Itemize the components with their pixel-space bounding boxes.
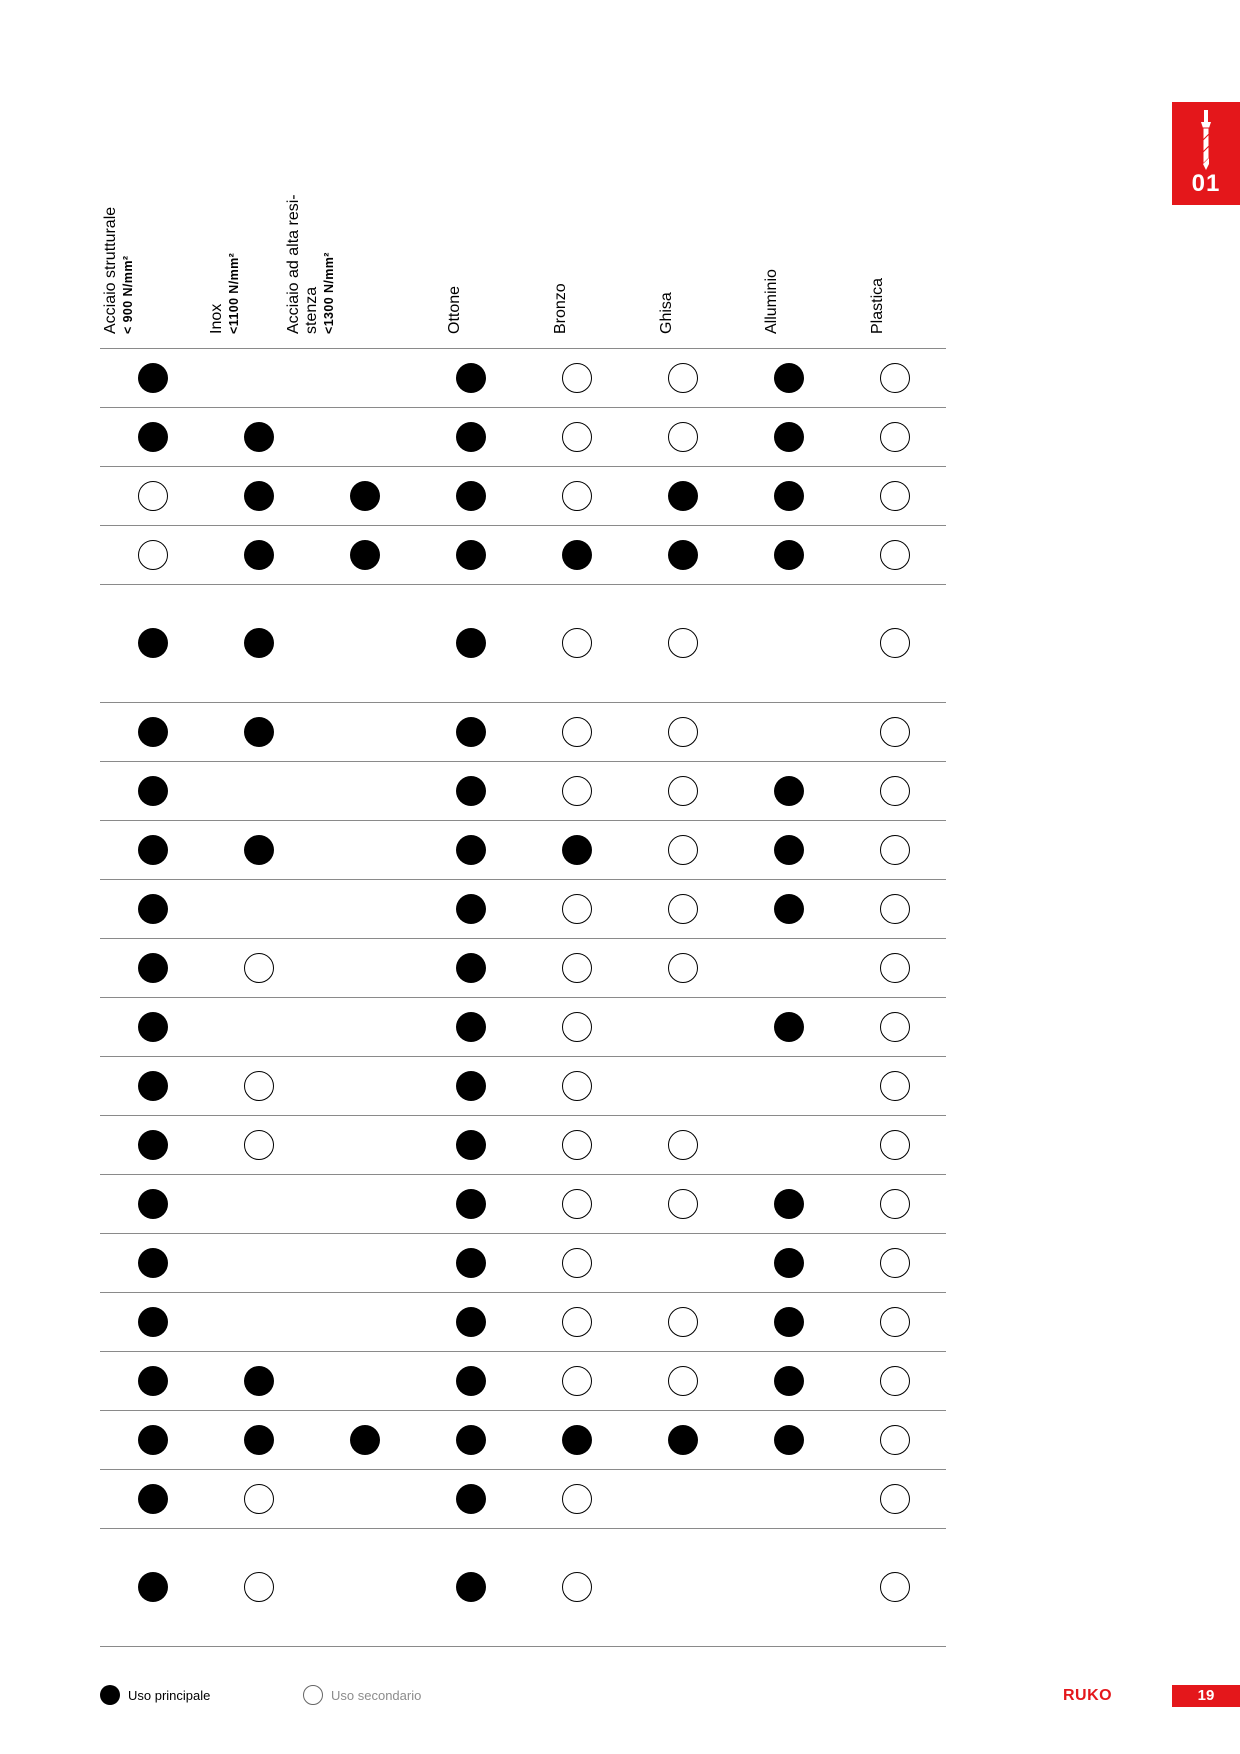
secondary-use-dot xyxy=(880,953,910,983)
row-divider xyxy=(100,1410,946,1411)
secondary-use-dot xyxy=(880,1484,910,1514)
secondary-use-dot xyxy=(668,628,698,658)
column-header-label: Bronzo xyxy=(552,283,569,334)
legend-primary-label: Uso principale xyxy=(128,1687,211,1703)
secondary-use-dot xyxy=(562,628,592,658)
secondary-use-dot xyxy=(562,776,592,806)
primary-use-dot xyxy=(244,628,274,658)
secondary-use-dot xyxy=(668,1130,698,1160)
secondary-use-dot xyxy=(668,1366,698,1396)
row-divider xyxy=(100,407,946,408)
column-header-label: Ottone xyxy=(446,285,463,334)
secondary-use-dot xyxy=(244,1130,274,1160)
primary-use-dot xyxy=(138,1307,168,1337)
primary-use-dot xyxy=(774,481,804,511)
column-header-label: Ghisa xyxy=(658,292,675,334)
primary-use-dot xyxy=(456,363,486,393)
primary-use-dot xyxy=(774,422,804,452)
secondary-use-dot xyxy=(880,363,910,393)
primary-use-dot xyxy=(244,481,274,511)
primary-use-dot xyxy=(138,628,168,658)
secondary-use-dot xyxy=(668,717,698,747)
secondary-use-dot xyxy=(562,363,592,393)
secondary-use-dot xyxy=(880,776,910,806)
primary-use-dot xyxy=(456,717,486,747)
row-divider xyxy=(100,1528,946,1529)
secondary-use-dot xyxy=(668,835,698,865)
secondary-use-dot xyxy=(244,1572,274,1602)
primary-use-dot xyxy=(244,540,274,570)
secondary-use-dot xyxy=(880,1307,910,1337)
secondary-use-dot xyxy=(668,1307,698,1337)
legend-secondary-label: Uso secondario xyxy=(331,1687,422,1703)
row-divider xyxy=(100,938,946,939)
primary-use-dot xyxy=(138,1425,168,1455)
primary-use-dot xyxy=(456,894,486,924)
secondary-use-dot xyxy=(880,717,910,747)
secondary-use-dot xyxy=(562,1130,592,1160)
primary-use-dot xyxy=(668,540,698,570)
secondary-use-dot xyxy=(880,1248,910,1278)
primary-use-dot xyxy=(456,953,486,983)
primary-use-dot xyxy=(456,1484,486,1514)
row-divider xyxy=(100,1233,946,1234)
secondary-use-dot xyxy=(138,540,168,570)
primary-use-dot xyxy=(774,540,804,570)
secondary-use-dot xyxy=(668,894,698,924)
row-divider xyxy=(100,1351,946,1352)
primary-use-dot xyxy=(774,1012,804,1042)
primary-use-dot xyxy=(668,1425,698,1455)
column-header-label: Inox xyxy=(208,303,225,334)
primary-use-dot xyxy=(244,1425,274,1455)
secondary-use-dot xyxy=(244,953,274,983)
column-header-sub: <1300 N/mm² xyxy=(322,252,336,334)
primary-use-dot xyxy=(456,776,486,806)
primary-use-dot xyxy=(138,1366,168,1396)
secondary-use-dot xyxy=(562,717,592,747)
drill-bit-icon xyxy=(1194,108,1218,172)
primary-use-dot xyxy=(774,1248,804,1278)
secondary-use-dot xyxy=(562,1307,592,1337)
primary-use-dot xyxy=(244,717,274,747)
secondary-use-dot xyxy=(562,1248,592,1278)
secondary-use-dot xyxy=(880,1425,910,1455)
column-header-label: Alluminio xyxy=(763,269,780,334)
row-divider xyxy=(100,1469,946,1470)
primary-use-dot xyxy=(774,1425,804,1455)
row-divider xyxy=(100,466,946,467)
primary-use-dot xyxy=(774,363,804,393)
primary-use-dot xyxy=(244,1366,274,1396)
primary-use-dot xyxy=(350,481,380,511)
row-divider xyxy=(100,1646,946,1647)
primary-use-dot xyxy=(562,1425,592,1455)
secondary-use-dot xyxy=(880,1366,910,1396)
column-header-label: Acciaio strutturale xyxy=(102,206,119,334)
primary-use-dot xyxy=(138,1484,168,1514)
primary-use-dot xyxy=(138,1012,168,1042)
row-divider xyxy=(100,1174,946,1175)
legend-secondary xyxy=(303,1683,421,1707)
secondary-use-dot xyxy=(244,1484,274,1514)
column-header-sub: <1100 N/mm² xyxy=(227,252,241,334)
secondary-use-dot xyxy=(562,1366,592,1396)
column-header-label: Acciaio ad alta resi- xyxy=(285,194,302,334)
primary-use-dot xyxy=(668,481,698,511)
row-divider xyxy=(100,761,946,762)
row-divider xyxy=(100,1115,946,1116)
primary-use-dot xyxy=(456,1307,486,1337)
primary-use-dot xyxy=(138,1572,168,1602)
filled-circle-icon xyxy=(100,1685,120,1705)
primary-use-dot xyxy=(350,1425,380,1455)
secondary-use-dot xyxy=(562,1071,592,1101)
primary-use-dot xyxy=(456,422,486,452)
legend-primary xyxy=(100,1683,210,1707)
row-divider xyxy=(100,702,946,703)
secondary-use-dot xyxy=(562,481,592,511)
page-number: 19 xyxy=(1172,1685,1240,1707)
primary-use-dot xyxy=(456,1012,486,1042)
secondary-use-dot xyxy=(880,835,910,865)
primary-use-dot xyxy=(774,1366,804,1396)
brand-logo: RUKO xyxy=(1063,1687,1113,1704)
primary-use-dot xyxy=(456,1189,486,1219)
secondary-use-dot xyxy=(668,363,698,393)
section-number: 01 xyxy=(1191,170,1221,197)
primary-use-dot xyxy=(138,1248,168,1278)
secondary-use-dot xyxy=(668,422,698,452)
primary-use-dot xyxy=(456,1425,486,1455)
empty-circle-icon xyxy=(303,1685,323,1705)
column-header-label: Plastica xyxy=(869,277,886,334)
primary-use-dot xyxy=(774,835,804,865)
primary-use-dot xyxy=(138,717,168,747)
primary-use-dot xyxy=(138,1189,168,1219)
primary-use-dot xyxy=(774,1189,804,1219)
primary-use-dot xyxy=(456,835,486,865)
primary-use-dot xyxy=(456,1366,486,1396)
column-header-sub: < 900 N/mm² xyxy=(121,255,135,334)
secondary-use-dot xyxy=(880,481,910,511)
row-divider xyxy=(100,1292,946,1293)
primary-use-dot xyxy=(244,422,274,452)
secondary-use-dot xyxy=(880,894,910,924)
secondary-use-dot xyxy=(880,1071,910,1101)
primary-use-dot xyxy=(774,894,804,924)
secondary-use-dot xyxy=(880,422,910,452)
primary-use-dot xyxy=(456,540,486,570)
primary-use-dot xyxy=(456,628,486,658)
secondary-use-dot xyxy=(562,1189,592,1219)
row-divider xyxy=(100,879,946,880)
primary-use-dot xyxy=(244,835,274,865)
primary-use-dot xyxy=(138,363,168,393)
row-divider xyxy=(100,348,946,349)
secondary-use-dot xyxy=(880,540,910,570)
secondary-use-dot xyxy=(562,894,592,924)
secondary-use-dot xyxy=(562,1012,592,1042)
row-divider xyxy=(100,1056,946,1057)
secondary-use-dot xyxy=(562,1572,592,1602)
secondary-use-dot xyxy=(138,481,168,511)
column-header-label: stenza xyxy=(303,286,320,334)
secondary-use-dot xyxy=(880,1130,910,1160)
row-divider xyxy=(100,525,946,526)
primary-use-dot xyxy=(138,1130,168,1160)
primary-use-dot xyxy=(350,540,380,570)
row-divider xyxy=(100,584,946,585)
secondary-use-dot xyxy=(668,1189,698,1219)
secondary-use-dot xyxy=(880,628,910,658)
secondary-use-dot xyxy=(244,1071,274,1101)
secondary-use-dot xyxy=(880,1189,910,1219)
primary-use-dot xyxy=(774,1307,804,1337)
primary-use-dot xyxy=(138,422,168,452)
primary-use-dot xyxy=(774,776,804,806)
secondary-use-dot xyxy=(562,1484,592,1514)
primary-use-dot xyxy=(138,1071,168,1101)
primary-use-dot xyxy=(456,1130,486,1160)
secondary-use-dot xyxy=(562,422,592,452)
row-divider xyxy=(100,820,946,821)
primary-use-dot xyxy=(456,1572,486,1602)
primary-use-dot xyxy=(138,953,168,983)
primary-use-dot xyxy=(562,835,592,865)
secondary-use-dot xyxy=(880,1572,910,1602)
secondary-use-dot xyxy=(668,776,698,806)
row-divider xyxy=(100,997,946,998)
primary-use-dot xyxy=(138,835,168,865)
primary-use-dot xyxy=(562,540,592,570)
primary-use-dot xyxy=(138,776,168,806)
primary-use-dot xyxy=(456,481,486,511)
secondary-use-dot xyxy=(668,953,698,983)
secondary-use-dot xyxy=(880,1012,910,1042)
section-tab xyxy=(1172,102,1240,205)
primary-use-dot xyxy=(456,1071,486,1101)
primary-use-dot xyxy=(138,894,168,924)
primary-use-dot xyxy=(456,1248,486,1278)
secondary-use-dot xyxy=(562,953,592,983)
